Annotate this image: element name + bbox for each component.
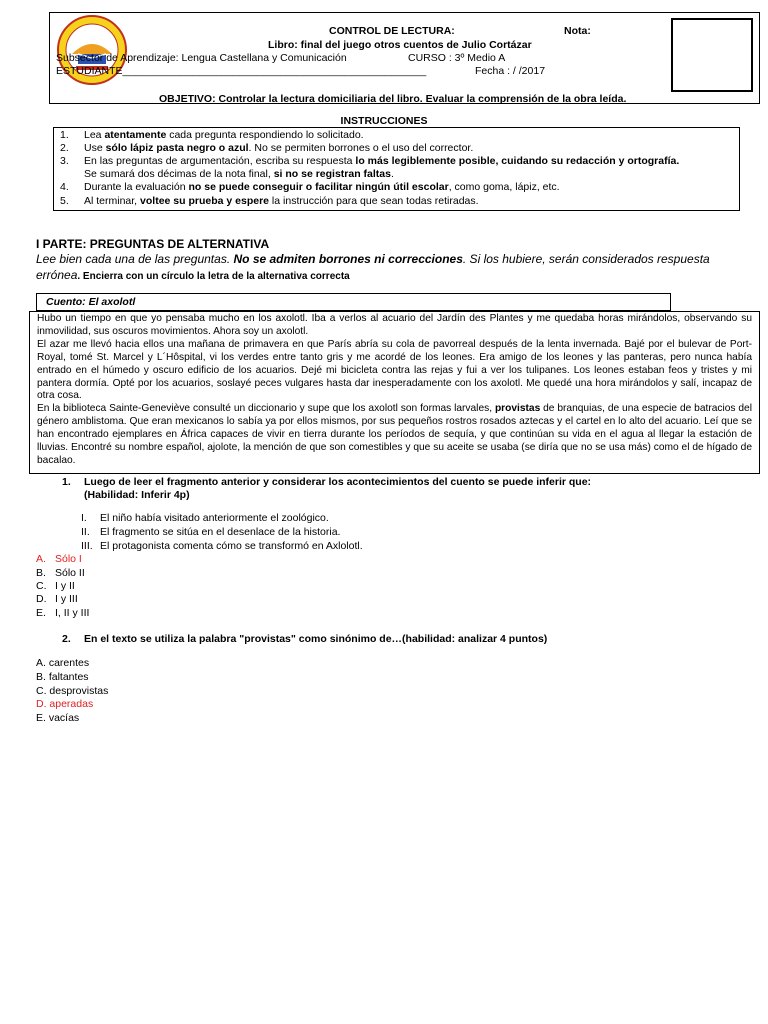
student-name-field[interactable]: ESTUDIANTE____________________________________________________ [56,65,427,77]
nota-label: Nota: [564,25,591,37]
header-title: CONTROL DE LECTURA: [329,25,455,37]
q2-option-e[interactable]: E. vacías [36,712,80,724]
instruction-item: 3. En las preguntas de argumentación, escriba su respuesta lo más legiblemente posible, cuidando su redacción y ortografía. [60,155,680,167]
instruction-item: 4. Durante la evaluación no se puede conseguir o facilitar ningún útil escolar, como goma, lápiz, etc. [60,181,560,193]
part-title: I PARTE: PREGUNTAS DE ALTERNATIVA [36,237,270,251]
statement-text: El niño había visitado anteriormente el zoológico. [100,512,329,524]
instruction-item: 5. Al terminar, voltee su prueba y espere la instrucción para que sean todas retiradas. [60,195,479,207]
statement-text: El protagonista comenta cómo se transformó en Axlolotl. [100,540,363,552]
story-title-box [36,293,671,311]
instructions-box [53,127,740,211]
grade-box[interactable] [671,18,753,92]
story-paragraph: El azar me llevó hacia ellos una mañana de primavera en que París abría su cola de pavorreal después de la lenta invernada. Bajé por el bulevar de Port-Royal, tomé St. Marcel y L´Hôspital, vi los verdes entre tanto gris y me acordé de los leones. Era amigo de los leones y las panteras, pero nunca había entrado en el húmedo y oscuro edificio de los acuarios. Dejé mi bicicleta contra las rejas y fui a ver los tulipanes. Los leones estaban feos y tristes y mi pantera dormía. Opté por los acuarios, soslayé peces vulgares hasta dar inesperadamente con los axolotl. Me quedé una hora mirándolos y salí, incapaz de otra cosa. [37,338,752,402]
subsector-line: Subsector de Aprendizaje: Lengua Castellana y Comunicación [56,52,347,64]
statement-number: III. [81,540,93,552]
objetivo-line: OBJETIVO: Controlar la lectura domiciliaria del libro. Evaluar la comprensión de la obra leída. [159,93,627,105]
statement-text: El fragmento se sitúa en el desenlace de la historia. [100,526,341,538]
question-1-number: 1. [62,476,71,488]
curso-line: CURSO : 3º Medio A [408,52,506,64]
q1-option-a[interactable]: A. Sólo I [36,553,82,565]
instruction-item: 2. Use sólo lápiz pasta negro o azul. No se permiten borrones o el uso del corrector. [60,142,474,154]
story-text-box [29,311,760,474]
part-instructions: Lee bien cada una de las preguntas. No se admiten borrones ni correcciones. Si los hubiere, serán considerados respuesta errónea. Encierra con un círculo la letra de la alternativa correcta [36,252,710,282]
statement-number: II. [81,526,90,538]
question-2-number: 2. [62,633,71,645]
statement-number: I. [81,512,87,524]
question-2-text: En el texto se utiliza la palabra "provistas" como sinónimo de…(habilidad: analizar 4 puntos) [84,633,548,645]
q1-option-e[interactable]: E. I, II y III [36,607,90,619]
story-paragraph: Hubo un tiempo en que yo pensaba mucho en los axolotl. Iba a verlos al acuario del Jardín des Plantes y me quedaba horas mirándolos, observando su inmovilidad, sus oscuros movimientos. Ahora soy un axolotl. [37,313,752,337]
instruction-item: Se sumará dos décimas de la nota final, si no se registran faltas. [84,168,394,180]
question-1-skill: (Habilidad: Inferir 4p) [84,489,190,501]
question-1-text: Luego de leer el fragmento anterior y considerar los acontecimientos del cuento se puede inferir que: [84,476,592,488]
q1-option-b[interactable]: B. Sólo II [36,567,85,579]
q2-option-c[interactable]: C. desprovistas [36,685,109,697]
instructions-title: INSTRUCCIONES [340,115,428,127]
q2-option-b[interactable]: B. faltantes [36,671,89,683]
q1-option-c[interactable]: C. I y II [36,580,75,592]
date-field[interactable]: Fecha : / /2017 [475,65,546,77]
story-title: Cuento: El axolotl [46,296,136,308]
q2-option-d[interactable]: D. aperadas [36,698,94,710]
q2-option-a[interactable]: A. carentes [36,657,90,669]
q1-option-d[interactable]: D. I y III [36,593,78,605]
instruction-item: 1. Lea atentamente cada pregunta respondiendo lo solicitado. [60,129,364,141]
libro-line: Libro: final del juego otros cuentos de Julio Cortázar [268,39,532,51]
story-paragraph: En la biblioteca Sainte-Geneviève consulté un diccionario y supe que los axolotl son formas larvales, provistas de branquias, de una especie de batracios del género amblistoma. Que eran mexicanos lo sabía ya por ellos mismos, por sus pequeños rostros rosados aztecas y el cartel en lo alto del acuario. Leí que se han encontrado ejemplares en África capaces de vivir en tierra durante los períodos de sequía, y que continúan su vida en el agua al llegar la estación de lluvias. Encontré su nombre español, ajolote, la mención de que son comestibles y que su aceite se usaba (se diría que no se usa más) como el de hígado de bacalao. [37,403,752,466]
